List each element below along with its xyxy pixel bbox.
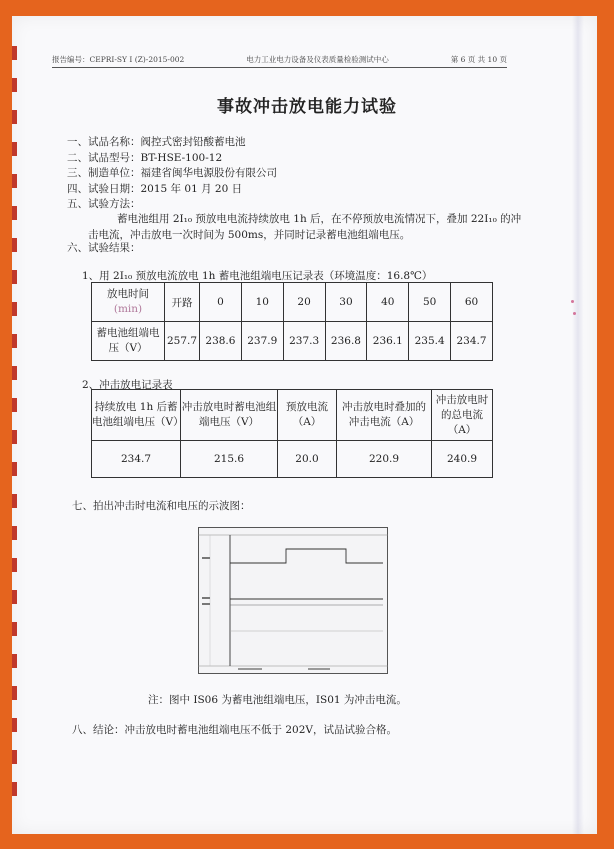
table-cell: 60: [451, 283, 493, 322]
table-row: [92, 283, 493, 322]
table-cell: 240.9: [432, 441, 493, 478]
table1-caption: 1、用 2I₁₀ 预放电流放电 1h 蓄电池组端电压记录表（环境温度：16.8℃）: [82, 270, 433, 282]
table-cell: 235.4: [409, 322, 451, 361]
table-cell: 234.7: [92, 441, 181, 478]
table-header-cell: 预放电流（A）: [278, 390, 337, 441]
voltage-header-cell: 蓄电池组端电压（V）: [92, 322, 165, 361]
impact-record-table: [91, 389, 493, 478]
info-row: 三、制造单位：福建省闽华电源股份有限公司: [67, 167, 277, 179]
table-cell: 220.9: [337, 441, 432, 478]
oscillogram-note: 注：图中 IS06 为蓄电池组端电压，IS01 为冲击电流。: [148, 694, 407, 706]
table-cell: 20: [283, 283, 325, 322]
table2-caption: 2、冲击放电记录表: [82, 379, 173, 391]
voltage-record-table: [91, 282, 493, 361]
osc-channel-marker: [202, 557, 210, 559]
table-cell: 234.7: [451, 322, 493, 361]
report-number: 报告编号：CEPRI-SY I (Z)-2015-002: [52, 55, 185, 64]
specimen-info: [67, 135, 277, 213]
oscillogram-heading: 七、拍出冲击时电流和电压的示波图：: [72, 500, 251, 512]
table-header-cell: 持续放电 1h 后蓄电池组端电压（V）: [92, 390, 181, 441]
results-heading: 六、试验结果：: [67, 242, 141, 254]
table-header-cell: 冲击放电时的总电流（A）: [432, 390, 493, 441]
osc-channel-marker: [202, 597, 210, 599]
table-cell: 237.9: [241, 322, 283, 361]
table-cell: 257.7: [165, 322, 200, 361]
table-header-cell: 冲击放电时蓄电池组端电压（V）: [181, 390, 278, 441]
page-header: [52, 54, 507, 68]
table-row: [92, 441, 493, 478]
table-cell: 开路: [165, 283, 200, 322]
table-cell: 237.3: [283, 322, 325, 361]
scan-shadow: [572, 16, 584, 834]
info-row: 四、试验日期：2015 年 01 月 20 日: [67, 182, 243, 195]
table-row: [92, 390, 493, 441]
table-cell: 215.6: [181, 441, 278, 478]
info-row: 二、试品型号：BT-HSE-100-12: [67, 151, 223, 164]
page-title: 事故冲击放电能力试验: [217, 97, 397, 117]
method-paragraph: 蓄电池组用 2I₁₀ 预放电电流持续放电 1h 后，在不停预放电流情况下，叠加 22I₁₀ 的冲击电流，冲击放电一次时间为 500ms，并同时记录蓄电池组端电压。: [88, 213, 522, 241]
table-cell: 238.6: [200, 322, 242, 361]
table-cell: 30: [325, 283, 367, 322]
page-number: 第 6 页 共 10 页: [450, 55, 507, 64]
table-cell: 236.8: [325, 322, 367, 361]
osc-scale-readout: [238, 668, 262, 670]
oscillogram-image: [198, 527, 388, 674]
binding-marks: [12, 36, 18, 826]
info-row: 一、试品名称：阀控式密封铅酸蓄电池: [67, 136, 246, 148]
osc-channel-marker: [202, 603, 210, 605]
ink-speck: [571, 300, 574, 303]
test-center-name: 电力工业电力设备及仪表质量检验测试中心: [246, 55, 389, 64]
table-cell: 236.1: [367, 322, 409, 361]
time-header-cell: 放电时间 (min): [92, 283, 165, 322]
info-row: 五、试验方法：: [67, 198, 141, 210]
table-cell: 0: [200, 283, 242, 322]
table-row: [92, 322, 493, 361]
conclusion: 八、结论：冲击放电时蓄电池组端电压不低于 202V，试品试验合格。: [72, 724, 397, 736]
ink-speck: [573, 312, 576, 315]
table-cell: 10: [241, 283, 283, 322]
osc-scale-readout: [308, 668, 330, 670]
table-header-cell: 冲击放电时叠加的冲击电流（A）: [337, 390, 432, 441]
table-cell: 50: [409, 283, 451, 322]
table-cell: 40: [367, 283, 409, 322]
table-cell: 20.0: [278, 441, 337, 478]
